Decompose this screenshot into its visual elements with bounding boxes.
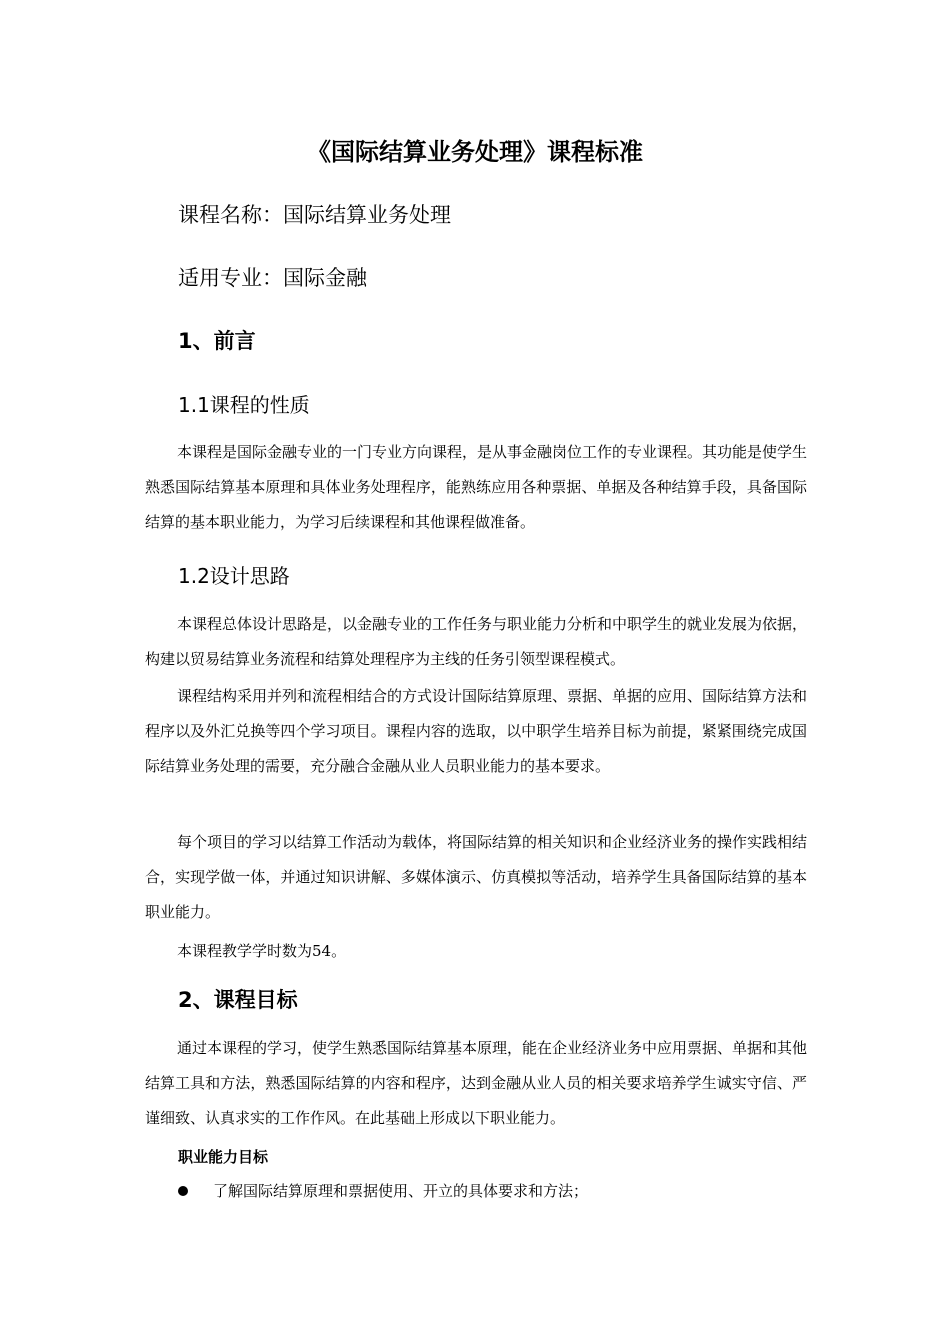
subheading-professional-ability: 职业能力目标 [178,1148,269,1166]
list-item-text: 了解国际结算原理和票据使用、开立的具体要求和方法； [213,1182,589,1200]
bullet-icon [178,1186,188,1196]
document-title: 《国际结算业务处理》课程标准 [307,138,643,166]
section-heading-preface: 1、前言 [178,329,256,353]
course-name-line: 课程名称：国际结算业务处理 [178,203,451,227]
subsection-heading-nature: 1.1课程的性质 [178,393,310,417]
subsection-heading-design: 1.2设计思路 [178,564,290,588]
paragraph-design-1: 本课程总体设计思路是，以金融专业的工作任务与职业能力分析和中职学生的就业发展为依据，构建以贸易结算业务流程和结算处理程序为主线的任务引领型课程模式。 [145,615,808,668]
paragraph-design-4: 本课程教学学时数为54。 [177,942,347,960]
paragraph-design-3: 每个项目的学习以结算工作活动为载体，将国际结算的相关知识和企业经济业务的操作实践相结合，实现学做一体，并通过知识讲解、多媒体演示、仿真模拟等活动，培养学生具备国际结算的基本职业能力。 [145,833,808,921]
section-heading-objectives: 2、课程目标 [178,988,298,1012]
paragraph-course-nature: 本课程是国际金融专业的一门专业方向课程，是从事金融岗位工作的专业课程。其功能是使学生熟悉国际结算基本原理和具体业务处理程序，能熟练应用各种票据、单据及各种结算手段，具备国际结算的基本职业能力，为学习后续课程和其他课程做准备。 [145,443,808,531]
major-line: 适用专业：国际金融 [178,266,367,290]
paragraph-objectives: 通过本课程的学习，使学生熟悉国际结算基本原理，能在企业经济业务中应用票据、单据和其他结算工具和方法，熟悉国际结算的内容和程序，达到金融从业人员的相关要求培养学生诚实守信、严谨细致、认真求实的工作作风。在此基础上形成以下职业能力。 [145,1039,808,1127]
paragraph-design-2: 课程结构采用并列和流程相结合的方式设计国际结算原理、票据、单据的应用、国际结算方法和程序以及外汇兑换等四个学习项目。课程内容的选取，以中职学生培养目标为前提，紧紧围绕完成国际结算业务处理的需要，充分融合金融从业人员职业能力的基本要求。 [145,687,808,775]
